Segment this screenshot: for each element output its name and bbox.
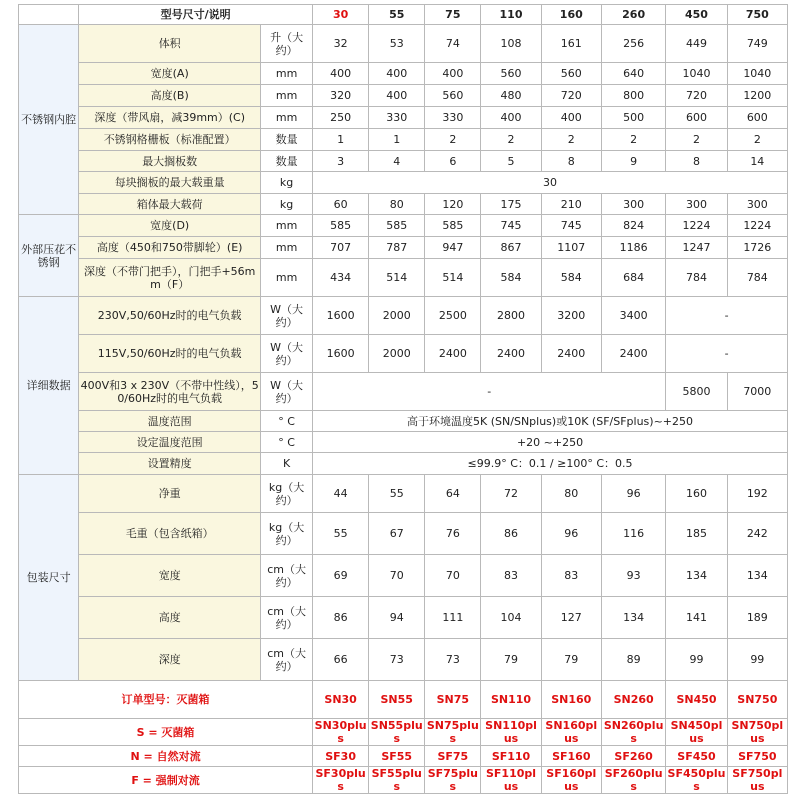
order-model-cell: SF750 [727, 746, 787, 767]
model-header: 450 [666, 5, 727, 25]
value-cell: 175 [481, 194, 541, 215]
order-model-cell: SN160 [541, 681, 601, 719]
table-row [19, 475, 788, 513]
value-cell: 8 [541, 151, 601, 172]
unit-cell: mm [261, 107, 313, 129]
row-label: 体积 [79, 25, 261, 63]
value-cell: 784 [727, 259, 787, 297]
order-model-cell: SN110 [481, 681, 541, 719]
table-row [19, 513, 788, 555]
value-cell: 745 [481, 215, 541, 237]
value-cell: 210 [541, 194, 601, 215]
order-model-cell: SF75 [425, 746, 481, 767]
unit-cell: kg [261, 172, 313, 194]
value-cell: 300 [727, 194, 787, 215]
value-cell: 2000 [369, 335, 425, 373]
row-label: 宽度 [79, 555, 261, 597]
table-row [19, 259, 788, 297]
value-cell: 1224 [727, 215, 787, 237]
value-cell: 800 [601, 85, 665, 107]
value-cell: 720 [541, 85, 601, 107]
table-row [19, 107, 788, 129]
value-cell: 6 [425, 151, 481, 172]
order-row [19, 681, 788, 719]
value-cell: 947 [425, 237, 481, 259]
value-cell: 161 [541, 25, 601, 63]
row-label: 毛重（包含纸箱） [79, 513, 261, 555]
header-corner [19, 5, 79, 25]
value-cell: 720 [666, 85, 727, 107]
value-cell: 584 [481, 259, 541, 297]
merged-value-cell: - [666, 297, 788, 335]
unit-cell: W（大约） [261, 335, 313, 373]
value-cell: 434 [313, 259, 369, 297]
value-cell: 108 [481, 25, 541, 63]
value-cell: 64 [425, 475, 481, 513]
value-cell: 1726 [727, 237, 787, 259]
value-cell: 560 [481, 63, 541, 85]
order-model-cell: SF160plus [541, 767, 601, 794]
value-cell: 2000 [369, 297, 425, 335]
row-label: 设置精度 [79, 453, 261, 475]
row-label: 深度（带风扇，减39mm）(C) [79, 107, 261, 129]
value-cell: 74 [425, 25, 481, 63]
table-row [19, 237, 788, 259]
model-header: 260 [601, 5, 665, 25]
merged-value-cell: +20 ~+250 [313, 432, 788, 453]
table-row [19, 373, 788, 411]
value-cell: 86 [481, 513, 541, 555]
value-cell: 76 [425, 513, 481, 555]
group-label: 详细数据 [19, 297, 79, 475]
value-cell: 684 [601, 259, 665, 297]
table-row [19, 129, 788, 151]
value-cell: 3 [313, 151, 369, 172]
order-model-cell: SN750plus [727, 719, 787, 746]
row-label: 高度（450和750带脚轮）(E) [79, 237, 261, 259]
unit-cell: kg（大约） [261, 513, 313, 555]
unit-cell: 数量 [261, 129, 313, 151]
row-label: 设定温度范围 [79, 432, 261, 453]
value-cell: 1224 [666, 215, 727, 237]
model-header: 30 [313, 5, 369, 25]
merged-value-cell: ≤99.9° C：0.1 / ≥100° C：0.5 [313, 453, 788, 475]
value-cell: 745 [541, 215, 601, 237]
value-cell: 185 [666, 513, 727, 555]
value-cell: 449 [666, 25, 727, 63]
table-row [19, 25, 788, 63]
value-cell: 89 [601, 639, 665, 681]
merged-value-cell: - [666, 335, 788, 373]
table-row [19, 297, 788, 335]
value-cell: 127 [541, 597, 601, 639]
value-cell: 9 [601, 151, 665, 172]
row-label: 宽度(A) [79, 63, 261, 85]
order-model-cell: SF75plus [425, 767, 481, 794]
order-model-cell: SN55 [369, 681, 425, 719]
order-label: 订单型号：灭菌箱 [19, 681, 313, 719]
value-cell: 300 [601, 194, 665, 215]
order-model-cell: SF55plus [369, 767, 425, 794]
table-row [19, 411, 788, 432]
value-cell: 53 [369, 25, 425, 63]
value-cell: 2500 [425, 297, 481, 335]
unit-cell: kg [261, 194, 313, 215]
value-cell: 1600 [313, 297, 369, 335]
value-cell: 514 [425, 259, 481, 297]
order-model-cell: SN30plus [313, 719, 369, 746]
value-cell: 86 [313, 597, 369, 639]
row-label: 400V和3 x 230V（不带中性线），50/60Hz时的电气负载 [79, 373, 261, 411]
value-cell: 300 [666, 194, 727, 215]
row-label: 深度（不带门把手），门把手+56mm（F） [79, 259, 261, 297]
order-model-cell: SF110plus [481, 767, 541, 794]
value-cell: 66 [313, 639, 369, 681]
order-model-cell: SF260 [601, 746, 665, 767]
row-label: 高度(B) [79, 85, 261, 107]
model-header: 75 [425, 5, 481, 25]
table-row [19, 555, 788, 597]
value-cell: 500 [601, 107, 665, 129]
value-cell: 330 [425, 107, 481, 129]
value-cell: 585 [425, 215, 481, 237]
order-model-cell: SN55plus [369, 719, 425, 746]
unit-cell: ° C [261, 432, 313, 453]
value-cell: 3200 [541, 297, 601, 335]
value-cell: 96 [541, 513, 601, 555]
row-label: 每块搁板的最大载重量 [79, 172, 261, 194]
value-cell: 250 [313, 107, 369, 129]
row-label: 不锈钢格栅板（标准配置） [79, 129, 261, 151]
value-cell: 824 [601, 215, 665, 237]
row-label: 最大搁板数 [79, 151, 261, 172]
value-cell: 70 [425, 555, 481, 597]
value-cell: 400 [541, 107, 601, 129]
unit-cell: mm [261, 85, 313, 107]
group-label: 包装尺寸 [19, 475, 79, 681]
value-cell: 2 [541, 129, 601, 151]
value-cell: 80 [369, 194, 425, 215]
header-row [19, 5, 788, 25]
unit-cell: 数量 [261, 151, 313, 172]
value-cell: 1107 [541, 237, 601, 259]
value-cell: 2400 [541, 335, 601, 373]
value-cell: 55 [313, 513, 369, 555]
unit-cell: ° C [261, 411, 313, 432]
group-label: 外部压花不锈钢 [19, 215, 79, 297]
merged-value-cell: - [313, 373, 666, 411]
unit-cell: 升（大约） [261, 25, 313, 63]
order-model-cell: SN260 [601, 681, 665, 719]
value-cell: 4 [369, 151, 425, 172]
table-row [19, 194, 788, 215]
value-cell: 192 [727, 475, 787, 513]
value-cell: 134 [727, 555, 787, 597]
value-cell: 79 [481, 639, 541, 681]
value-cell: 1200 [727, 85, 787, 107]
value-cell: 2400 [425, 335, 481, 373]
value-cell: 1040 [727, 63, 787, 85]
value-cell: 640 [601, 63, 665, 85]
table-row [19, 597, 788, 639]
model-header: 750 [727, 5, 787, 25]
value-cell: 116 [601, 513, 665, 555]
value-cell: 69 [313, 555, 369, 597]
value-cell: 400 [425, 63, 481, 85]
value-cell: 2 [727, 129, 787, 151]
value-cell: 73 [369, 639, 425, 681]
value-cell: 787 [369, 237, 425, 259]
value-cell: 584 [541, 259, 601, 297]
value-cell: 400 [369, 85, 425, 107]
value-cell: 79 [541, 639, 601, 681]
order-model-cell: SN30 [313, 681, 369, 719]
value-cell: 784 [666, 259, 727, 297]
spec-table [18, 4, 788, 794]
row-label: 净重 [79, 475, 261, 513]
value-cell: 80 [541, 475, 601, 513]
value-cell: 256 [601, 25, 665, 63]
value-cell: 2 [425, 129, 481, 151]
merged-value-cell: 高于环境温度5K (SN/SNplus)或10K (SF/SFplus)~+250 [313, 411, 788, 432]
value-cell: 749 [727, 25, 787, 63]
value-cell: 83 [481, 555, 541, 597]
unit-cell: cm（大约） [261, 597, 313, 639]
value-cell: 83 [541, 555, 601, 597]
value-cell: 2400 [601, 335, 665, 373]
value-cell: 400 [313, 63, 369, 85]
unit-cell: mm [261, 259, 313, 297]
order-model-cell: SN450plus [666, 719, 727, 746]
unit-cell: mm [261, 215, 313, 237]
unit-cell: mm [261, 63, 313, 85]
value-cell: 120 [425, 194, 481, 215]
model-header: 110 [481, 5, 541, 25]
order-model-cell: SF750plus [727, 767, 787, 794]
row-label: 深度 [79, 639, 261, 681]
order-model-cell: SN450 [666, 681, 727, 719]
value-cell: 32 [313, 25, 369, 63]
value-cell: 1040 [666, 63, 727, 85]
order-row [19, 719, 788, 746]
order-model-cell: SF30 [313, 746, 369, 767]
table-row [19, 215, 788, 237]
order-row [19, 767, 788, 794]
row-label: 温度范围 [79, 411, 261, 432]
value-cell: 5800 [666, 373, 727, 411]
value-cell: 585 [369, 215, 425, 237]
group-label: 不锈钢内腔 [19, 25, 79, 215]
order-model-cell: SF30plus [313, 767, 369, 794]
table-row [19, 432, 788, 453]
value-cell: 1600 [313, 335, 369, 373]
value-cell: 2800 [481, 297, 541, 335]
value-cell: 99 [727, 639, 787, 681]
order-model-cell: SF260plus [601, 767, 665, 794]
value-cell: 189 [727, 597, 787, 639]
model-header: 160 [541, 5, 601, 25]
value-cell: 8 [666, 151, 727, 172]
order-model-cell: SF450plus [667, 767, 726, 793]
table-row [19, 453, 788, 475]
unit-cell: K [261, 453, 313, 475]
value-cell: 585 [313, 215, 369, 237]
value-cell: 1 [369, 129, 425, 151]
order-label: S = 灭菌箱 [19, 719, 313, 746]
order-model-cell: SF55 [369, 746, 425, 767]
table-row [19, 85, 788, 107]
unit-cell: kg（大约） [261, 475, 313, 513]
value-cell: 1186 [601, 237, 665, 259]
value-cell: 14 [727, 151, 787, 172]
value-cell: 707 [313, 237, 369, 259]
order-model-cell: SF450 [666, 746, 727, 767]
value-cell: 70 [369, 555, 425, 597]
order-label: F = 强制对流 [19, 767, 313, 794]
value-cell: 600 [727, 107, 787, 129]
order-model-cell: SN160plus [541, 719, 601, 746]
header-label: 型号尺寸/说明 [79, 5, 313, 25]
value-cell: 134 [666, 555, 727, 597]
value-cell: 60 [313, 194, 369, 215]
table-row [19, 172, 788, 194]
value-cell: 5 [481, 151, 541, 172]
order-model-cell: SN110plus [481, 719, 541, 746]
order-model-cell: SN75plus [425, 719, 481, 746]
unit-cell: W（大约） [261, 297, 313, 335]
value-cell: 67 [369, 513, 425, 555]
unit-cell: cm（大约） [261, 555, 313, 597]
order-model-cell: SN260plus [601, 719, 665, 746]
row-label: 230V,50/60Hz时的电气负载 [79, 297, 261, 335]
value-cell: 600 [666, 107, 727, 129]
value-cell: 330 [369, 107, 425, 129]
model-header: 55 [369, 5, 425, 25]
value-cell: 2 [601, 129, 665, 151]
value-cell: 134 [601, 597, 665, 639]
unit-cell: mm [261, 237, 313, 259]
value-cell: 141 [666, 597, 727, 639]
table-row [19, 639, 788, 681]
value-cell: 94 [369, 597, 425, 639]
value-cell: 7000 [727, 373, 787, 411]
value-cell: 560 [425, 85, 481, 107]
value-cell: 560 [541, 63, 601, 85]
order-model-cell: SF160 [541, 746, 601, 767]
value-cell: 1247 [666, 237, 727, 259]
value-cell: 99 [666, 639, 727, 681]
value-cell: 160 [666, 475, 727, 513]
order-row [19, 746, 788, 767]
row-label: 箱体最大载荷 [79, 194, 261, 215]
value-cell: 400 [369, 63, 425, 85]
value-cell: 2 [481, 129, 541, 151]
row-label: 115V,50/60Hz时的电气负载 [79, 335, 261, 373]
value-cell: 104 [481, 597, 541, 639]
value-cell: 93 [601, 555, 665, 597]
value-cell: 2400 [481, 335, 541, 373]
value-cell: 55 [369, 475, 425, 513]
value-cell: 2 [666, 129, 727, 151]
table-row [19, 63, 788, 85]
row-label: 高度 [79, 597, 261, 639]
value-cell: 73 [425, 639, 481, 681]
unit-cell: cm（大约） [261, 639, 313, 681]
order-model-cell: SN75 [425, 681, 481, 719]
value-cell: 480 [481, 85, 541, 107]
table-row [19, 151, 788, 172]
unit-cell: W（大约） [261, 373, 313, 411]
row-label: 宽度(D) [79, 215, 261, 237]
value-cell: 44 [313, 475, 369, 513]
order-label: N = 自然对流 [19, 746, 313, 767]
value-cell: 867 [481, 237, 541, 259]
value-cell: 72 [481, 475, 541, 513]
value-cell: 3400 [601, 297, 665, 335]
value-cell: 400 [481, 107, 541, 129]
value-cell: 242 [727, 513, 787, 555]
table-row [19, 335, 788, 373]
order-model-cell: SF110 [481, 746, 541, 767]
value-cell: 96 [601, 475, 665, 513]
merged-value-cell: 30 [313, 172, 788, 194]
value-cell: 1 [313, 129, 369, 151]
order-model-cell: SN750 [727, 681, 787, 719]
value-cell: 320 [313, 85, 369, 107]
value-cell: 111 [425, 597, 481, 639]
value-cell: 514 [369, 259, 425, 297]
